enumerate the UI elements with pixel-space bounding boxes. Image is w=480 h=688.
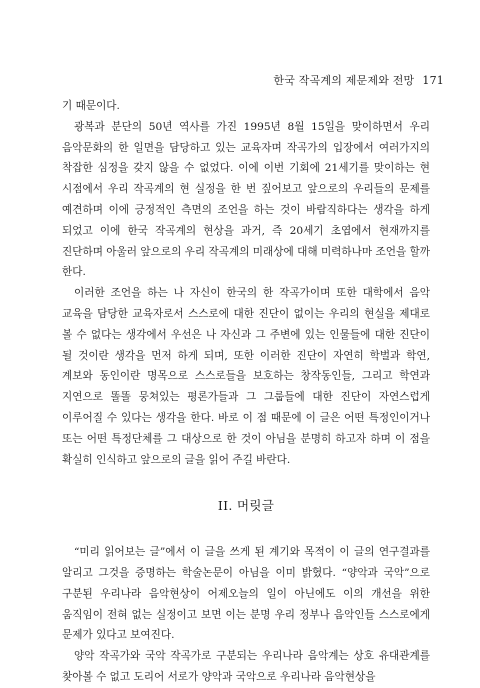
body-text [62,96,430,688]
running-title: 한국 작곡계의 제문제와 전망 [273,74,415,87]
paragraph: 광복과 분단의 50년 역사를 가진 1995년 8월 15일을 맞이하면서 우리 음악문화의 한 일면을 담당하고 있는 교육자며 작곡가의 입장에서 여러가지의 착잡한 심정을 갖지 않을 수 없었다. 이에 이번 기회에 21세기를 맞이하는 현 시점에서 우리 작곡계의 현 실정을 한 번 짚어보고 앞으로의 우리들의 문제를 예견하며 이에 긍정적인 측면의 조언을 하는 것이 바람직하다는 생각을 하게 되었고 이에 한국 작곡계의 현상을 과거, 즉 20세기 초엽에서 현재까지를 진단하며 아울러 앞으로의 우리 작곡계의 미래상에 대해 미력하나마 조언을 할까 한다. [62,120,431,279]
page-number: 171 [422,74,444,87]
running-header [273,72,444,88]
paragraph: 양악 작곡가와 국악 작곡가로 구분되는 우리나라 음악계는 상호 유대관계를 찾아볼 수 없고 도리어 서로가 양악과 국악으로 우리나라 음악현상을 [62,650,430,683]
paragraph: “미리 읽어보는 글”에서 이 글을 쓰게 된 계기와 목적이 이 글의 연구결과를 알리고 그것을 증명하는 학술논문이 아님을 이미 밝혔다. “양악과 국악”으로 구분된 우리나라 음악현상이 어제오늘의 일이 아닌에도 이의 개선을 위한 움직임이 전혀 없는 실정이고 보면 이는 분명 우리 정부나 음악인들 스스로에게 문제가 있다고 보여진다. [62,546,430,642]
paragraph: 이러한 조언을 하는 나 자신이 한국의 한 작곡가이며 또한 대학에서 음악 교육을 담당한 교육자로서 스스로에 대한 진단이 없이는 우리의 현실을 제대로 볼 수 없다는 생각에서 우선은 나 자신과 그 주변에 있는 인물들에 대한 진단이 될 것이란 생각을 먼저 하게 되며, 또한 이러한 진단이 자연히 학벌과 학연, 계보와 동인이란 명목으로 스스로들을 보호하는 창작동인들, 그리고 학연과 지연으로 똘똘 뭉쳐있는 평론가들과 그 그룹들에 대한 진단이 자연스럽게 이루어질 수 있다는 생각을 한다. 바로 이 점 때문에 이 글은 어떤 특정인이거나 또는 어떤 특정단체를 그 대상으로 한 것이 아님을 분명히 하고자 하며 이 점을 확실히 인식하고 앞으로의 글을 읽어 주길 바란다. [62,287,430,466]
paragraph-continued: 기 때문이다. [62,100,120,112]
section-heading: II. 머릿글 [217,498,275,514]
